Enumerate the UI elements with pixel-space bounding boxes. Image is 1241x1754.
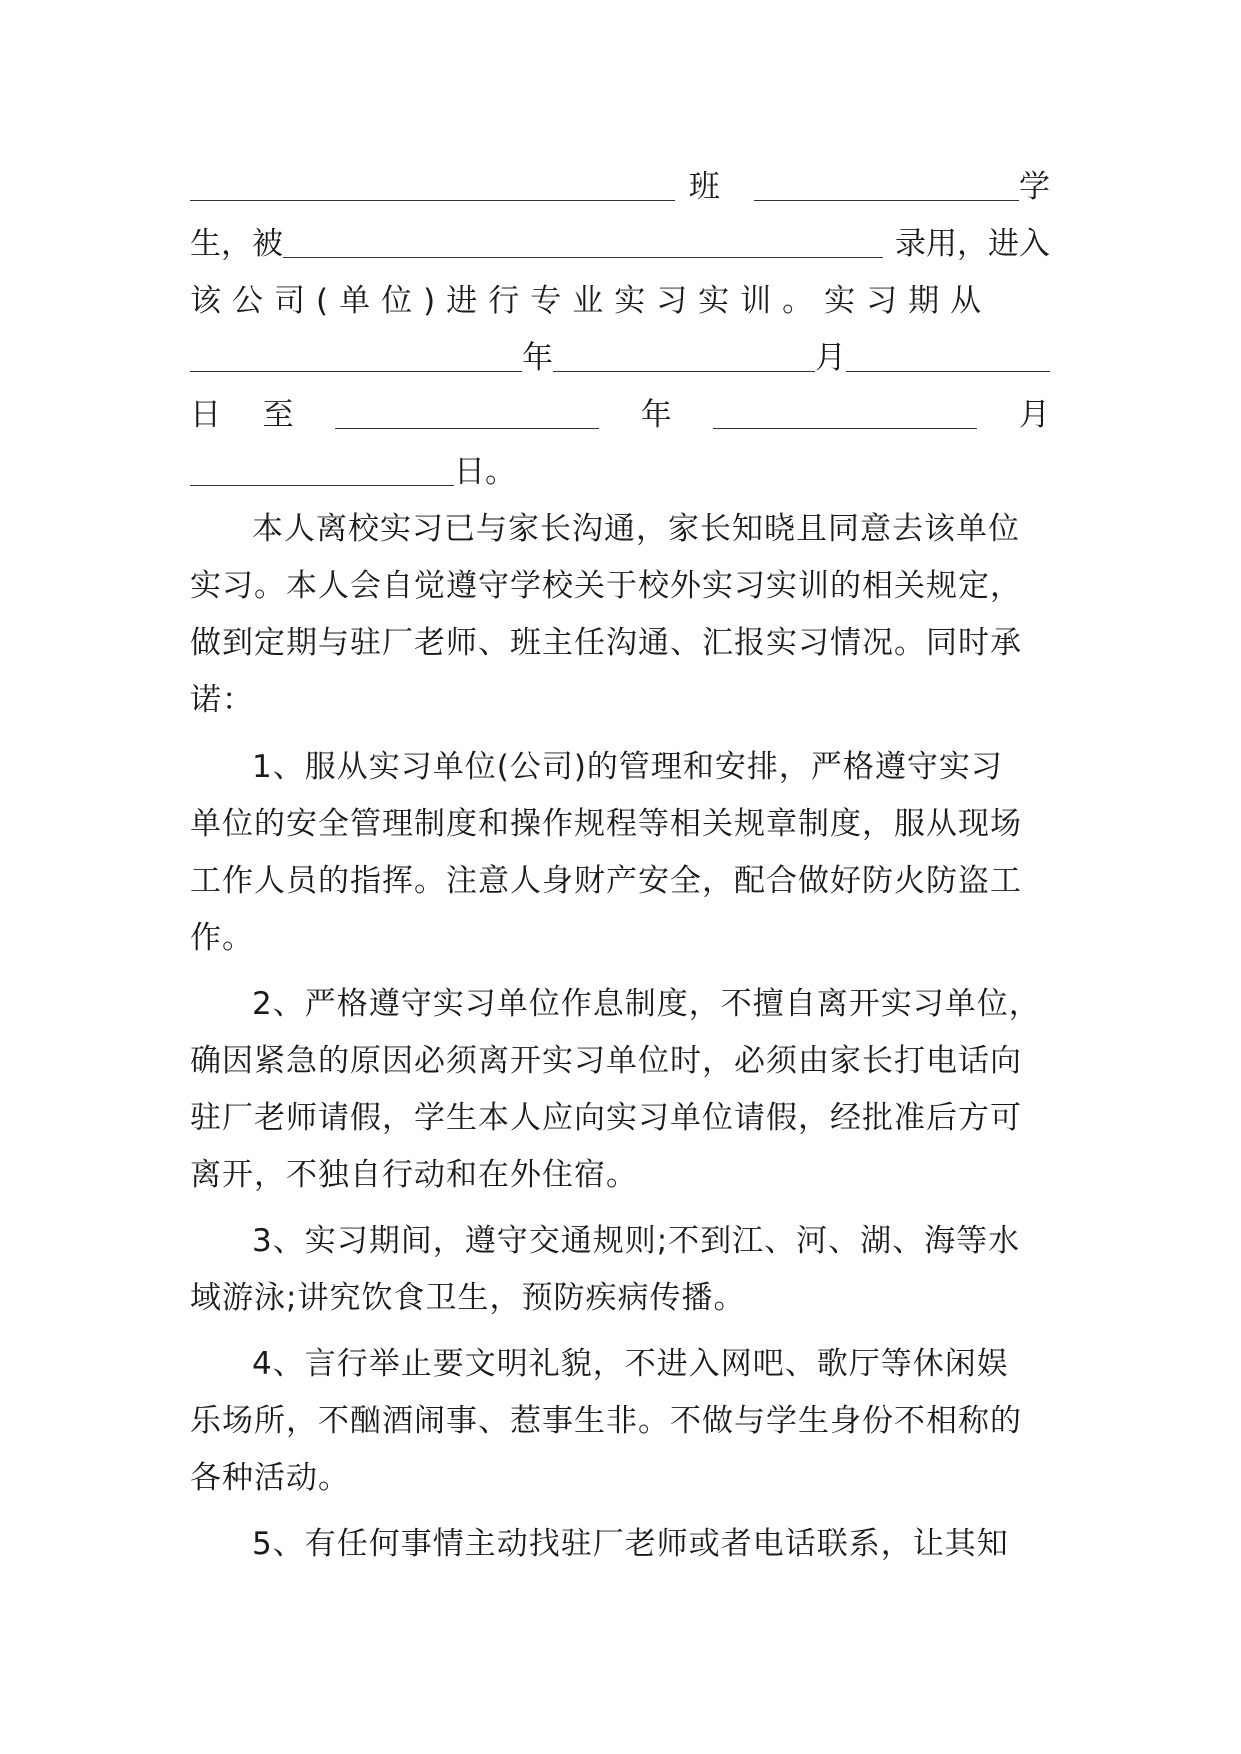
rule-1-line: 1、服从实习单位(公司)的管理和安排，严格遵守实习 [252, 749, 1003, 785]
class-label: 班 [688, 169, 720, 205]
paragraph-line: 驻厂老师请假，学生本人应向实习单位请假，经批准后方可 [190, 1100, 1022, 1136]
fill-line-end-date [190, 393, 1050, 437]
paragraph-line: 本人离校实习已与家长沟通，家长知晓且同意去该单位 [252, 511, 1020, 547]
rule-5-line: 5、有任何事情主动找驻厂老师或者电话联系，让其知 [252, 1526, 1009, 1562]
blank-company[interactable] [283, 231, 883, 258]
month-label: 月 [815, 340, 846, 376]
paragraph-line: 实习。本人会自觉遵守学校关于校外实习实训的相关规定， [190, 568, 1022, 604]
blank-end-day[interactable] [190, 459, 454, 486]
fill-line-end-day [190, 450, 1050, 494]
end-month-label: 月 [1018, 397, 1050, 433]
paragraph-line: 作。 [190, 920, 254, 956]
paragraph-line: 诺： [190, 682, 254, 718]
blank-student-name[interactable] [754, 174, 1019, 201]
period-intro-text: 该公司(单位)进行专业实习实训。实习期从 [190, 283, 993, 319]
paragraph-line: 各种活动。 [190, 1460, 350, 1496]
paragraph-line: 单位的安全管理制度和操作规程等相关规章制度，服从现场 [190, 806, 1022, 842]
student-label: 学 [1019, 169, 1050, 205]
fill-line-class [190, 165, 1050, 209]
blank-end-year[interactable] [335, 402, 599, 429]
fill-line-company [190, 222, 1050, 266]
paragraph-line: 做到定期与驻厂老师、班主任沟通、汇报实习情况。同时承 [190, 625, 1022, 661]
hired-by-label: 生，被 [190, 226, 283, 262]
fill-line-period [190, 279, 1050, 323]
rule-4-line: 4、言行举止要文明礼貌，不进入网吧、歌厅等休闲娱 [252, 1346, 1009, 1382]
paragraph-line: 离开，不独自行动和在外住宿。 [190, 1157, 638, 1193]
paragraph-line: 乐场所，不酗酒闹事、惹事生非。不做与学生身份不相称的 [190, 1403, 1022, 1439]
blank-start-month[interactable] [553, 345, 815, 372]
rule-3-line: 3、实习期间，遵守交通规则;不到江、河、湖、海等水 [252, 1223, 1021, 1259]
blank-start-year[interactable] [190, 345, 522, 372]
rule-2-line: 2、严格遵守实习单位作息制度，不擅自离开实习单位， [252, 986, 1041, 1022]
paragraph-line: 工作人员的指挥。注意人身财产安全，配合做好防火防盗工 [190, 863, 1022, 899]
fill-line-start-date [190, 336, 1050, 380]
paragraph-line: 确因紧急的原因必须离开实习单位时，必须由家长打电话向 [190, 1043, 1022, 1079]
year-label: 年 [522, 340, 553, 376]
paragraph-line: 域游泳;讲究饮食卫生，预防疾病传播。 [190, 1280, 746, 1316]
blank-end-month[interactable] [713, 402, 977, 429]
to-label: 至 [262, 397, 294, 433]
blank-class[interactable] [190, 174, 675, 201]
end-day-label: 日。 [454, 454, 516, 490]
hired-label: 录用，进入 [895, 226, 1050, 262]
blank-start-day[interactable] [846, 345, 1050, 372]
day-label: 日 [190, 397, 221, 433]
end-year-label: 年 [640, 397, 672, 433]
